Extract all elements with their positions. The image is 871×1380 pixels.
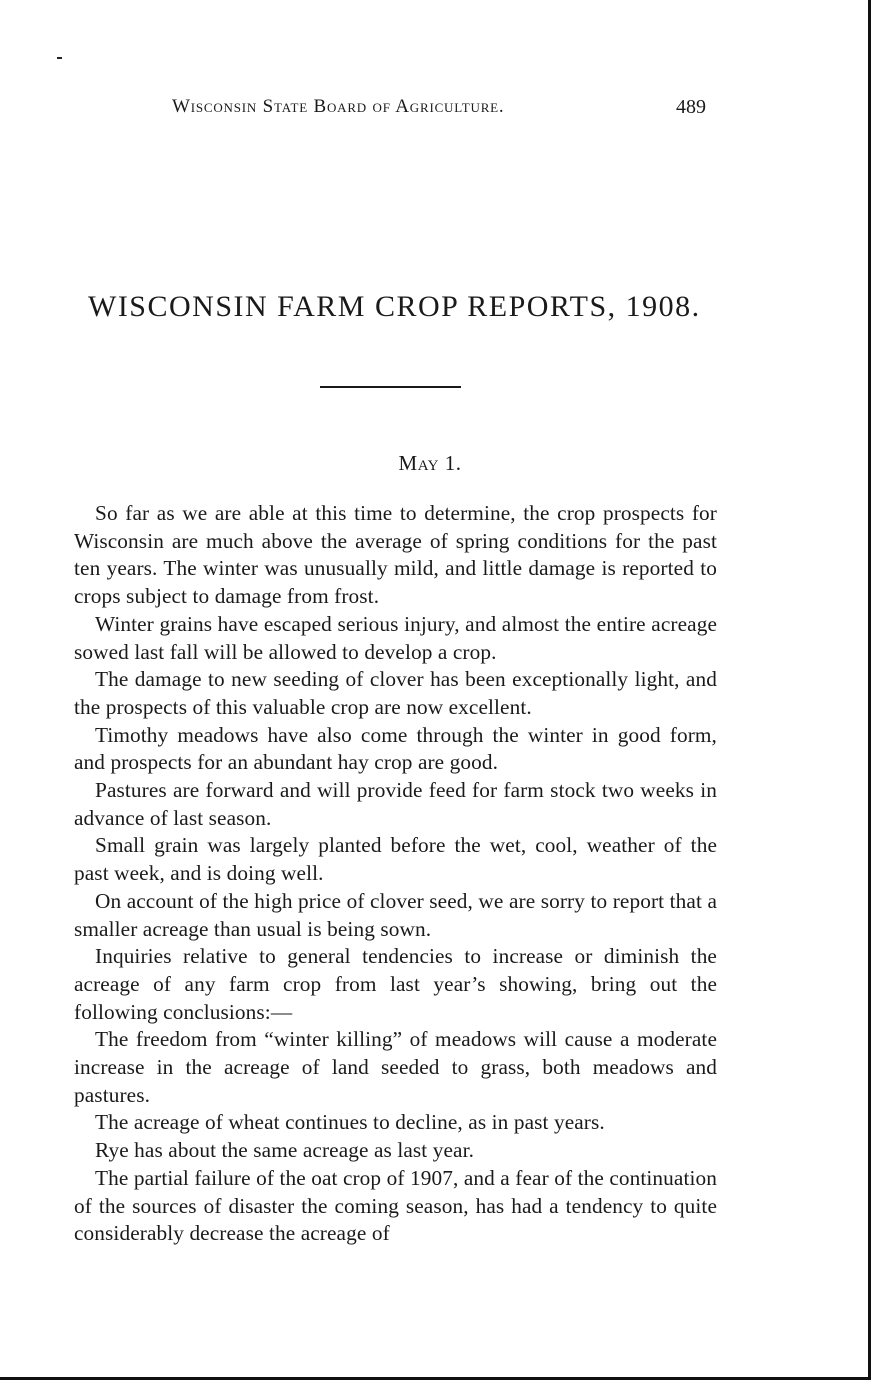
- page-number: 489: [676, 96, 706, 118]
- paragraph: Pastures are forward and will provide feed for farm stock two weeks in advance of last season.: [74, 778, 717, 830]
- report-body: [74, 500, 717, 1248]
- paragraph: Inquiries relative to general tendencies to increase or diminish the acreage of any farm crop from last year’s showing, bring out the following conclusions:—: [74, 944, 717, 1024]
- paragraph: Winter grains have escaped serious injury, and almost the entire acreage sowed last fall will be allowed to develop a crop.: [74, 611, 717, 664]
- page-title: WISCONSIN FARM CROP REPORTS, 1908.: [88, 290, 701, 323]
- paragraph: So far as we are able at this time to determine, the crop prospects for Wisconsin are much above the average of spring conditions for the past ten years. The winter was unusually mild, and little damage is reported to crops subject to damage from frost.: [74, 501, 717, 609]
- paragraph: The damage to new seeding of clover has been exceptionally light, and the prospects of this valuable crop are now excellent.: [74, 667, 717, 719]
- paragraph: Rye has about the same acreage as last year.: [95, 1138, 475, 1163]
- section-date-heading: May 1.: [398, 451, 462, 475]
- paragraph: Timothy meadows have also come through the winter in good form, and prospects for an abundant hay crop are good.: [74, 722, 717, 775]
- running-head: Wisconsin State Board of Agriculture.: [172, 96, 505, 117]
- paragraph: On account of the high price of clover seed, we are sorry to report that a smaller acreage than usual is being sown.: [74, 888, 717, 941]
- paragraph: The partial failure of the oat crop of 1907, and a fear of the continuation of the sources of disaster the coming season, has had a tendency to quite considerably decrease the acreage of: [74, 1165, 717, 1246]
- title-divider: [320, 386, 461, 388]
- scan-mark: [57, 57, 62, 59]
- paragraph: The acreage of wheat continues to decline, as in past years.: [95, 1110, 605, 1135]
- paragraph: Small grain was largely planted before the wet, cool, weather of the past week, and is doing well.: [74, 833, 717, 886]
- paragraph: The freedom from “winter killing” of meadows will cause a moderate increase in the acreage of land seeded to grass, both meadows and pastures.: [74, 1027, 717, 1107]
